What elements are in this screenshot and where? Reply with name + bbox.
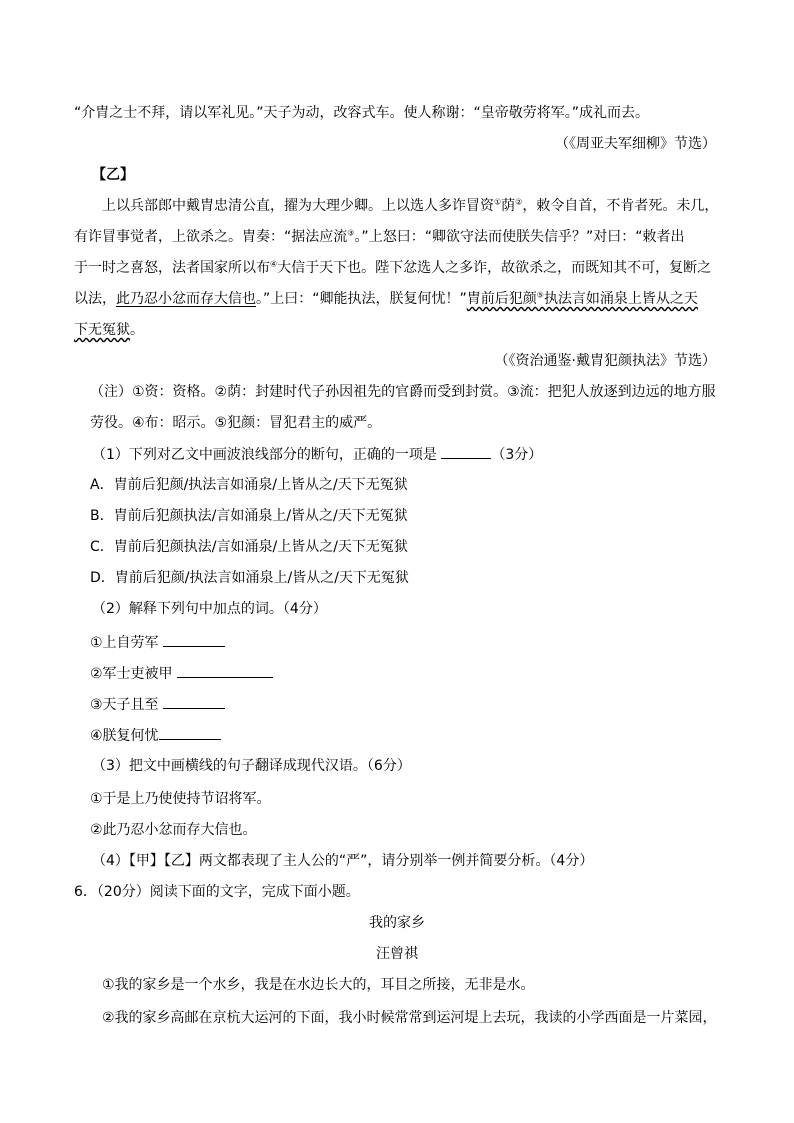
text: 上以兵部郎中戴胄忠清公直，擢为大理少卿。上以选人多诈冒资 — [102, 198, 494, 214]
underlined-sentence: 此乃忍小忿而存大信也 — [116, 291, 256, 307]
yi-paragraph-line-4 — [74, 289, 698, 309]
question-2-item-1 — [90, 632, 225, 653]
question-1-stem — [92, 444, 542, 465]
answer-blank[interactable] — [159, 725, 221, 740]
text: （1）下列对乙文中画波浪线部分的断句，正确的一项是 — [92, 447, 437, 463]
option-d[interactable]: D．胄前后犯颜/执法言如涌泉上/皆从之/天下无冤狱 — [90, 570, 409, 586]
text: 大信于天下也。陛下忿选人之多诈，故欲杀之，而既知其不可，复断之 — [277, 260, 712, 276]
question-2-item-4 — [90, 725, 221, 746]
question-2-item-2 — [90, 663, 273, 684]
question-2-item-3 — [90, 694, 225, 715]
text: ，敕令自首，不肯者死。未几， — [522, 198, 719, 214]
text: 胄前后犯颜 — [466, 291, 537, 307]
question-3-item-2: ②此乃忍小忿而存大信也。 — [90, 822, 257, 838]
yi-paragraph-line-3 — [74, 258, 711, 278]
question-6-stem: 6．（20分）阅读下面的文字，完成下面小题。 — [74, 884, 360, 900]
text: ①上自劳军 — [90, 635, 159, 651]
text: 执法言如涌泉上皆从之天 — [543, 291, 698, 307]
yi-paragraph-line-1 — [102, 196, 718, 216]
question-3-item-1: ①于是上乃使使持节诏将军。 — [90, 791, 271, 807]
article-title: 我的家乡 — [369, 915, 425, 931]
note-mark-5: ⑤ — [536, 290, 544, 300]
option-b[interactable]: B．胄前后犯颜执法/言如涌泉上/皆从之/天下无冤狱 — [90, 508, 408, 524]
yi-paragraph-line-5 — [74, 320, 144, 340]
text: 。”上怒曰：“卿欲守法而使朕失信乎？”对曰：“敕者出 — [354, 229, 685, 245]
wavy-underlined-passage-end: 下无冤狱 — [74, 322, 130, 338]
note-mark-1: ① — [494, 197, 502, 207]
article-paragraph-1: ①我的家乡是一个水乡，我是在水边长大的，耳目之所接，无非是水。 — [102, 977, 535, 993]
jia-source: （《周亚夫军细柳》节选） — [555, 136, 716, 152]
question-4-stem: （4）【甲】【乙】两文都表现了主人公的“严”，请分别举一例并简要分析。（4分） — [92, 853, 594, 869]
option-a[interactable]: A．胄前后犯颜/执法言如涌泉/上皆从之/天下无冤狱 — [90, 477, 408, 493]
answer-blank[interactable] — [163, 632, 225, 647]
wavy-underlined-passage — [467, 291, 698, 307]
option-c[interactable]: C．胄前后犯颜执法/言如涌泉/上皆从之/天下无冤狱 — [90, 539, 408, 555]
text: 以法， — [74, 291, 116, 307]
text: 荫 — [501, 198, 516, 214]
note-mark-4: ④ — [270, 259, 278, 269]
article-author: 汪曾祺 — [376, 946, 418, 962]
text: 。 — [130, 322, 144, 338]
answer-blank[interactable] — [441, 444, 491, 459]
question-2-stem: （2）解释下列句中加点的词。（4分） — [92, 601, 327, 617]
text: 。”上曰：“卿能执法，朕复何忧！” — [256, 291, 467, 307]
notes-line-1: （注）①资：资格。②荫：封建时代子孙因祖先的官爵而受到封赏。③流：把犯人放逐到边远的地方服 — [90, 384, 716, 400]
yi-source: （《资治通鉴·戴胄犯颜执法》节选） — [494, 353, 716, 369]
text: 于一时之喜怒，法者国家所以布 — [74, 260, 270, 276]
question-3-stem: （3）把文中画横线的句子翻译成现代汉语。（6分） — [92, 758, 411, 774]
text: 有诈冒事觉者，上欲杀之。胄奏：“据法应流 — [74, 229, 348, 245]
yi-paragraph-line-2 — [74, 227, 684, 247]
note-mark-3: ③ — [347, 228, 355, 238]
notes-line-2: 劳役。④布：昭示。⑤犯颜：冒犯君主的威严。 — [90, 415, 382, 431]
jia-final-line: “介胄之士不拜，请以军礼见。”天子为动，改容式车。使人称谢：“皇帝敬劳将军。”成礼而去。 — [74, 105, 650, 121]
text: ②军士吏被甲 — [90, 666, 173, 682]
score: （3分） — [491, 447, 543, 463]
text: ④朕复何忧 — [90, 728, 159, 744]
article-paragraph-2: ②我的家乡高邮在京杭大运河的下面，我小时候常常到运河堤上去玩，我读的小学西面是一片菜园， — [102, 1010, 717, 1026]
text: ③天子且至 — [90, 697, 159, 713]
answer-blank[interactable] — [177, 663, 273, 678]
note-mark-2: ② — [515, 197, 523, 207]
answer-blank[interactable] — [163, 694, 225, 709]
yi-heading: 【乙】 — [92, 167, 134, 183]
